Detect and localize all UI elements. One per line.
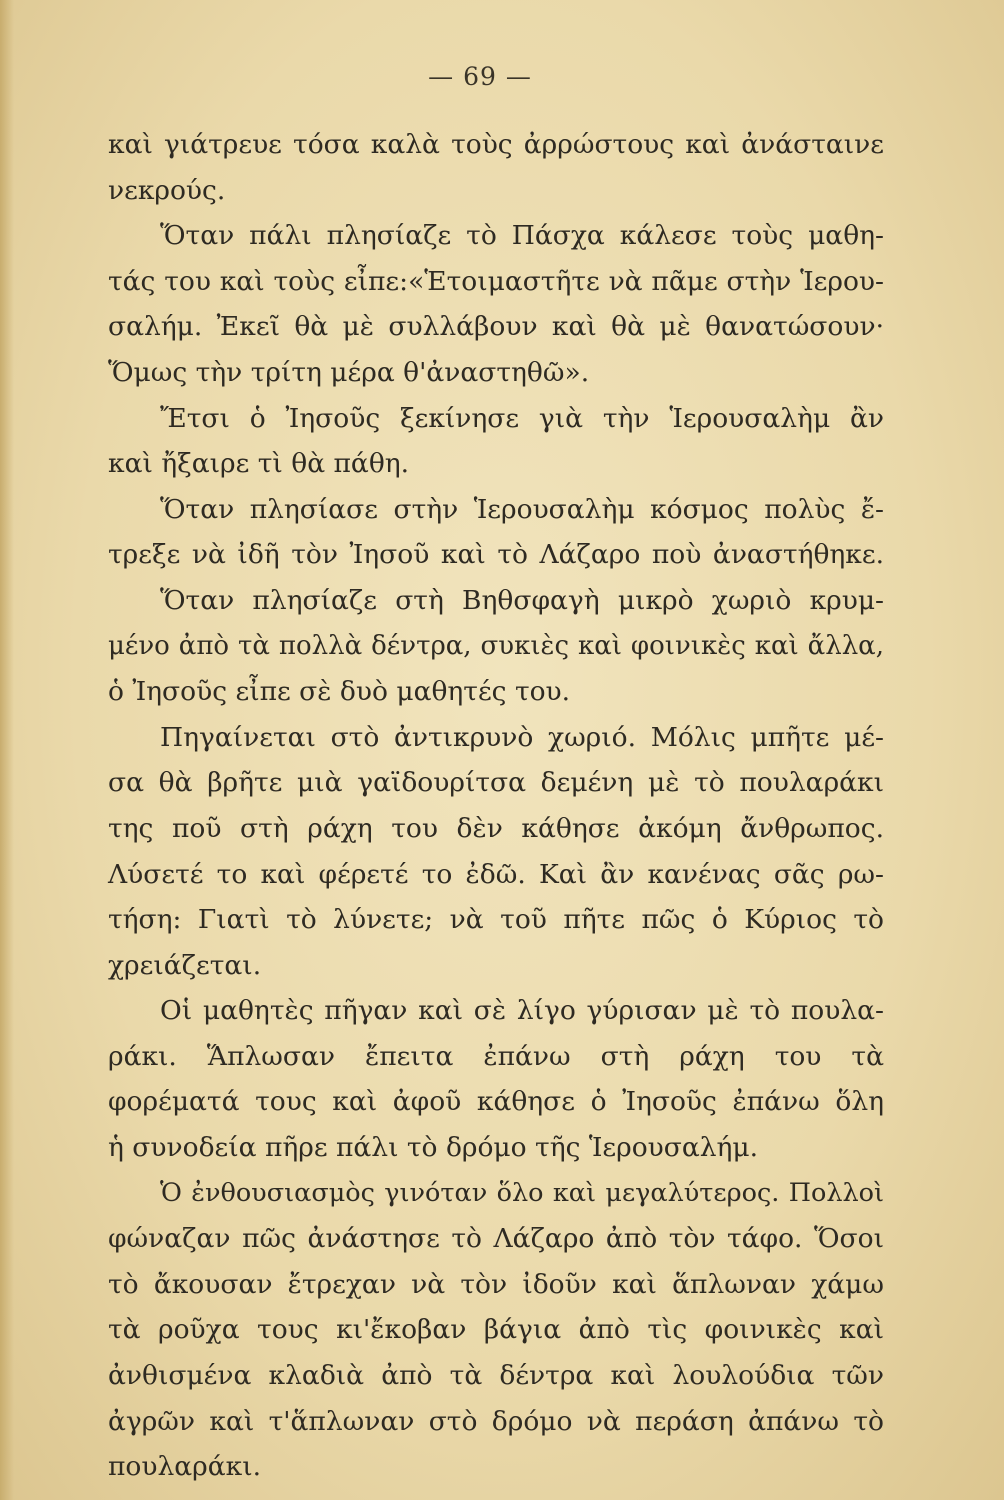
page-edge-shadow	[0, 0, 14, 1500]
text-line: ἀγρῶν καὶ τ'ἅπλωναν στὸ δρόμο νὰ περάση ἀπάνω τὸ	[108, 1405, 884, 1437]
text-line: Ὅμως τὴν τρίτη μέρα θ'ἀναστηθῶ».	[108, 356, 590, 388]
text-line: τάς του καὶ τοὺς εἶπε:«Ἑτοιμαστῆτε νὰ πᾶμε στὴν Ἱερου-	[108, 265, 884, 297]
text-line: καὶ ἤξαιρε τὶ θὰ πάθη.	[108, 448, 410, 480]
text-line: της ποῦ στὴ ράχη του δὲν κάθησε ἀκόμη ἄνθρωπος.	[108, 812, 884, 844]
text-line: Ὅταν πλησίαζε στὴ Βηθσφαγὴ μικρὸ χωριὸ κρυμ-	[160, 584, 884, 616]
text-line: τὰ ροῦχα τους κι'ἔκοβαν βάγια ἀπὸ τὶς φοινικὲς καὶ	[108, 1314, 884, 1346]
text-line: πουλαράκι.	[108, 1451, 262, 1483]
text-line: νεκρούς.	[108, 174, 226, 206]
text-line: Πηγαίνεται στὸ ἀντικρυνὸ χωριό. Μόλις μπῆτε μέ-	[160, 721, 884, 753]
text-line: ἡ συνοδεία πῆρε πάλι τὸ δρόμο τῆς Ἱερουσαλήμ.	[108, 1132, 759, 1164]
text-line: ράκι. Ἅπλωσαν ἔπειτα ἐπάνω στὴ ράχη του τὰ	[108, 1040, 884, 1072]
text-line: σα θὰ βρῆτε μιὰ γαϊδουρίτσα δεμένη μὲ τὸ πουλαράκι	[108, 767, 884, 799]
text-line: μένο ἀπὸ τὰ πολλὰ δέντρα, συκιὲς καὶ φοινικὲς καὶ ἄλλα,	[108, 630, 884, 661]
text-line: Λύσετέ το καὶ φέρετέ το ἐδῶ. Καὶ ἂν κανένας σᾶς ρω-	[108, 858, 884, 890]
text-line: τρεξε νὰ ἰδῆ τὸν Ἰησοῦ καὶ τὸ Λάζαρο ποὺ ἀναστήθηκε.	[108, 539, 884, 571]
text-line: φορέματά τους καὶ ἀφοῦ κάθησε ὁ Ἰησοῦς ἐπάνω ὅλη	[108, 1086, 884, 1118]
text-line: καὶ γιάτρευε τόσα καλὰ τοὺς ἀρρώστους καὶ ἀνάσταινε	[108, 129, 884, 160]
text-line: τήση: Γιατὶ τὸ λύνετε; νὰ τοῦ πῆτε πῶς ὁ Κύριος τὸ	[108, 904, 884, 936]
text-line: Ὅταν πάλι πλησίαζε τὸ Πάσχα κάλεσε τοὺς μαθη-	[160, 220, 884, 252]
text-line: σαλήμ. Ἐκεῖ θὰ μὲ συλλάβουν καὶ θὰ μὲ θανατώσουν·	[108, 311, 884, 343]
text-line: Ἔτσι ὁ Ἰησοῦς ξεκίνησε γιὰ τὴν Ἱερουσαλὴμ ἂν	[160, 402, 884, 434]
text-line: ἀνθισμένα κλαδιὰ ἀπὸ τὰ δέντρα καὶ λουλούδια τῶν	[108, 1360, 884, 1392]
text-line: χρειάζεται.	[108, 949, 262, 981]
text-line: Ὅταν πλησίασε στὴν Ἱερουσαλὴμ κόσμος πολὺς ἔ-	[160, 493, 884, 525]
body-text	[108, 122, 884, 1490]
text-line: ὁ Ἰησοῦς εἶπε σὲ δυὸ μαθητές του.	[108, 676, 571, 708]
page-number: — 69 —	[428, 62, 532, 91]
text-line: Ὁ ἐνθουσιασμὸς γινόταν ὅλο καὶ μεγαλύτερος. Πολλοὶ	[160, 1177, 884, 1208]
text-line: τὸ ἄκουσαν ἔτρεχαν νὰ τὸν ἰδοῦν καὶ ἅπλωναν χάμω	[108, 1268, 884, 1300]
text-line: Οἱ μαθητὲς πῆγαν καὶ σὲ λίγο γύρισαν μὲ τὸ πουλα-	[160, 995, 884, 1027]
text-line: φώναζαν πῶς ἀνάστησε τὸ Λάζαρο ἀπὸ τὸν τάφο. Ὅσοι	[108, 1223, 884, 1255]
